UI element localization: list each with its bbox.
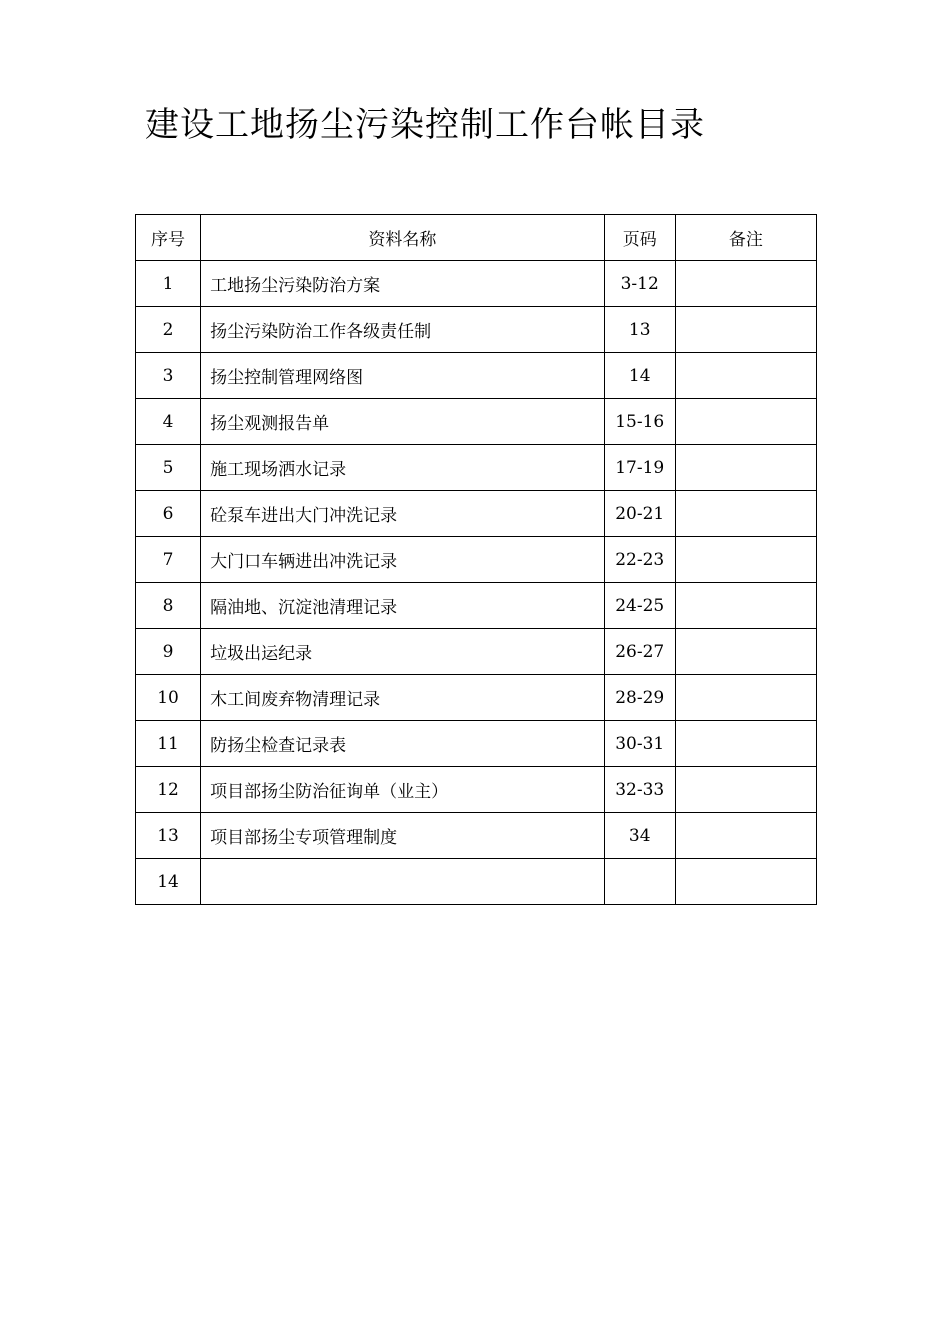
table-row	[136, 307, 817, 353]
table-body	[136, 261, 817, 905]
row-no: 12	[136, 767, 201, 813]
row-name: 隔油地、沉淀池清理记录	[201, 583, 605, 629]
table-row	[136, 261, 817, 307]
header-remark: 备注	[675, 215, 816, 261]
table-row	[136, 721, 817, 767]
row-no: 5	[136, 445, 201, 491]
table-row	[136, 353, 817, 399]
row-remark	[675, 675, 816, 721]
row-page: 28-29	[604, 675, 675, 721]
row-name: 木工间废弃物清理记录	[201, 675, 605, 721]
table-row	[136, 813, 817, 859]
row-page: 20-21	[604, 491, 675, 537]
row-remark	[675, 767, 816, 813]
row-name: 项目部扬尘专项管理制度	[201, 813, 605, 859]
row-remark	[675, 537, 816, 583]
row-name: 扬尘污染防治工作各级责任制	[201, 307, 605, 353]
row-no: 8	[136, 583, 201, 629]
row-page	[604, 859, 675, 905]
table-row	[136, 399, 817, 445]
row-remark	[675, 721, 816, 767]
row-remark	[675, 859, 816, 905]
row-no: 4	[136, 399, 201, 445]
table-row	[136, 767, 817, 813]
row-name: 工地扬尘污染防治方案	[201, 261, 605, 307]
row-name: 扬尘观测报告单	[201, 399, 605, 445]
row-name	[201, 859, 605, 905]
row-page: 14	[604, 353, 675, 399]
document-title: 建设工地扬尘污染控制工作台帐目录	[145, 105, 705, 145]
row-page: 32-33	[604, 767, 675, 813]
row-name: 砼泵车进出大门冲洗记录	[201, 491, 605, 537]
row-name: 防扬尘检查记录表	[201, 721, 605, 767]
row-no: 13	[136, 813, 201, 859]
row-remark	[675, 629, 816, 675]
table-row	[136, 491, 817, 537]
row-page: 17-19	[604, 445, 675, 491]
row-remark	[675, 583, 816, 629]
row-remark	[675, 813, 816, 859]
row-remark	[675, 491, 816, 537]
row-no: 2	[136, 307, 201, 353]
row-name: 扬尘控制管理网络图	[201, 353, 605, 399]
table-row	[136, 583, 817, 629]
table-row	[136, 675, 817, 721]
row-page: 34	[604, 813, 675, 859]
row-remark	[675, 261, 816, 307]
row-remark	[675, 353, 816, 399]
row-page: 3-12	[604, 261, 675, 307]
table-row	[136, 537, 817, 583]
row-page: 22-23	[604, 537, 675, 583]
row-no: 7	[136, 537, 201, 583]
row-page: 26-27	[604, 629, 675, 675]
row-page: 15-16	[604, 399, 675, 445]
row-no: 14	[136, 859, 201, 905]
row-page: 24-25	[604, 583, 675, 629]
row-no: 10	[136, 675, 201, 721]
row-name: 施工现场洒水记录	[201, 445, 605, 491]
row-name: 大门口车辆进出冲洗记录	[201, 537, 605, 583]
row-remark	[675, 399, 816, 445]
row-no: 6	[136, 491, 201, 537]
header-page: 页码	[604, 215, 675, 261]
header-no: 序号	[136, 215, 201, 261]
row-no: 11	[136, 721, 201, 767]
row-remark	[675, 307, 816, 353]
row-page: 30-31	[604, 721, 675, 767]
index-table	[135, 214, 817, 905]
table-header-row	[136, 215, 817, 261]
row-no: 3	[136, 353, 201, 399]
header-name: 资料名称	[201, 215, 605, 261]
table-row	[136, 629, 817, 675]
table-row	[136, 445, 817, 491]
row-page: 13	[604, 307, 675, 353]
row-name: 项目部扬尘防治征询单（业主）	[201, 767, 605, 813]
table-row	[136, 859, 817, 905]
row-name: 垃圾出运纪录	[201, 629, 605, 675]
row-remark	[675, 445, 816, 491]
row-no: 1	[136, 261, 201, 307]
row-no: 9	[136, 629, 201, 675]
